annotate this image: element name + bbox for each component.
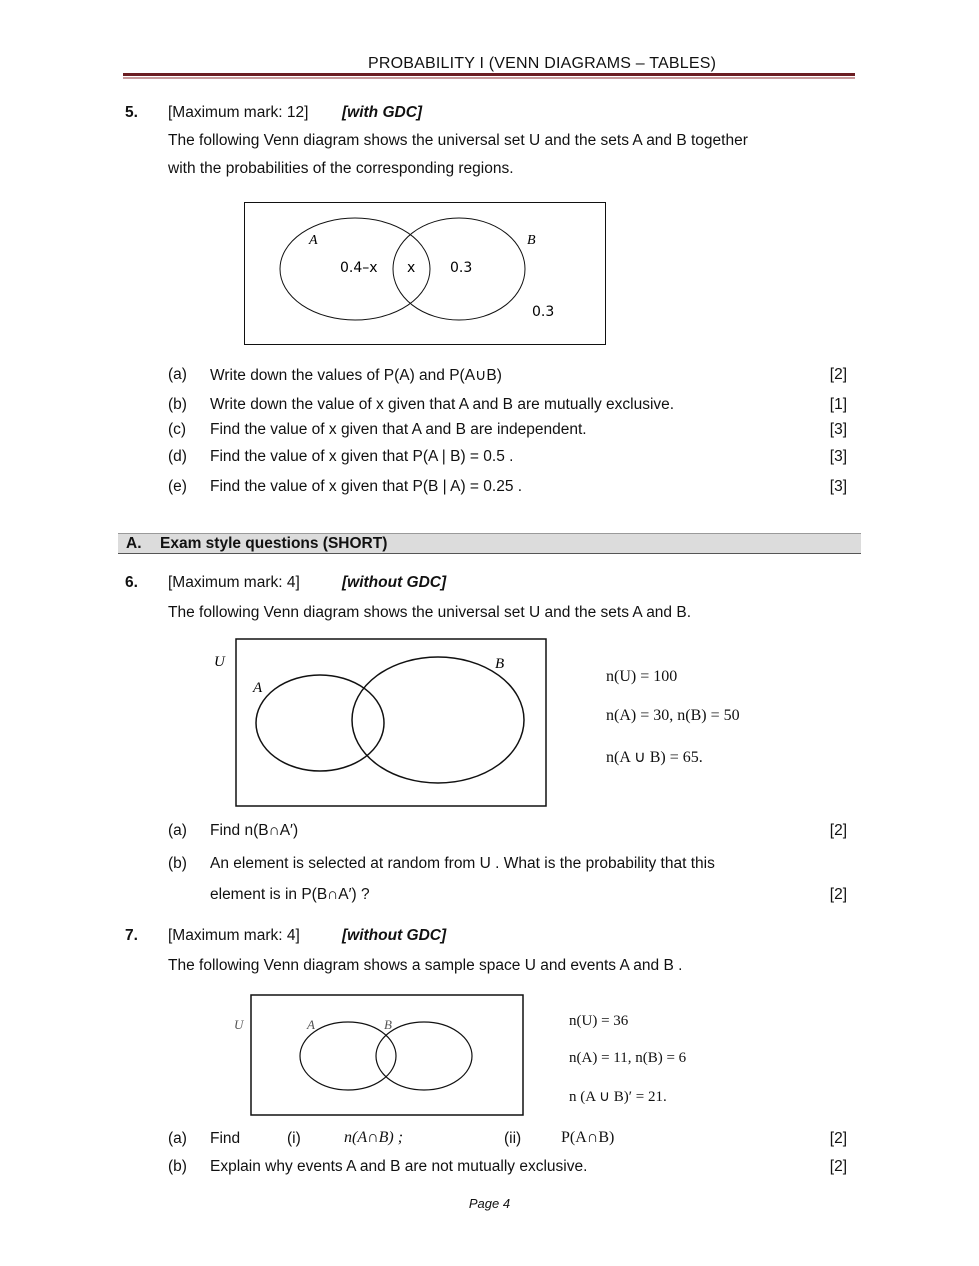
header-rule	[123, 73, 855, 76]
q6-venn-label-a: A	[253, 680, 263, 696]
q5d-marks: [3]	[829, 448, 847, 465]
q5e-text: Find the value of x given that P(B | A) = 0.25 .	[210, 478, 523, 495]
q5b-marks: [1]	[829, 396, 847, 413]
q6-gdc-note: [without GDC]	[342, 574, 447, 591]
q7b-label: (b)	[168, 1158, 187, 1175]
q5-region-a-only: 0.4–x	[340, 260, 378, 276]
q6a-marks: [2]	[829, 822, 847, 839]
q5c-label: (c)	[168, 421, 187, 438]
q7-number: 7.	[125, 927, 138, 944]
q6b-label: (b)	[168, 855, 187, 872]
q6-intro: The following Venn diagram shows the universal set U and the sets A and B.	[168, 604, 692, 621]
q7-fact-union-complement: n (A ∪ B)′ = 21.	[569, 1089, 667, 1105]
q7b-marks: [2]	[829, 1158, 847, 1175]
q6-venn-label-b: B	[495, 656, 505, 672]
section-letter: A.	[126, 535, 142, 552]
q5-gdc-note: [with GDC]	[342, 104, 423, 121]
q7-venn-diagram	[230, 994, 526, 1118]
page-number: Page 4	[468, 1196, 511, 1211]
q6a-text: Find n(B∩A′)	[210, 822, 299, 839]
q5-venn-diagram	[244, 202, 606, 345]
q5a-marks: [2]	[829, 366, 847, 383]
q7-fact-na-nb: n(A) = 11, n(B) = 6	[569, 1050, 687, 1066]
q5b-text: Write down the value of x given that A and B are mutually exclusive.	[210, 396, 675, 413]
q6-number: 6.	[125, 574, 138, 591]
q5-intro-line1: The following Venn diagram shows the universal set U and the sets A and B together	[168, 132, 748, 149]
q7a-ii-label: (ii)	[504, 1130, 522, 1147]
q6-venn-diagram	[206, 638, 550, 808]
q7-gdc-note: [without GDC]	[342, 927, 447, 944]
q5-universal-rect	[245, 203, 606, 345]
q5e-label: (e)	[168, 478, 187, 495]
q5-region-outside: 0.3	[532, 304, 555, 320]
q7-universal-rect	[251, 995, 523, 1115]
q5c-text: Find the value of x given that A and B are independent.	[210, 421, 587, 438]
q6-circle-a	[256, 675, 384, 771]
q5-region-intersection: x	[407, 260, 416, 276]
q7-max-mark: [Maximum mark: 4]	[168, 927, 300, 944]
header-rule-shadow	[123, 77, 855, 79]
q7-circle-b	[376, 1022, 472, 1090]
q6-venn-label-u: U	[214, 654, 225, 670]
section-heading-bar	[118, 533, 861, 554]
q6-max-mark: [Maximum mark: 4]	[168, 574, 300, 591]
q7-venn-label-u: U	[234, 1017, 244, 1032]
section-title: Exam style questions (SHORT)	[160, 535, 388, 552]
q6b-text: An element is selected at random from U . What is the probability that this	[210, 855, 715, 872]
q6a-label: (a)	[168, 822, 187, 839]
q7a-label: (a)	[168, 1130, 187, 1147]
q6b-marks: [2]	[829, 886, 847, 903]
q7a-marks: [2]	[829, 1130, 847, 1147]
q5d-label: (d)	[168, 448, 187, 465]
q5-venn-label-a: A	[309, 233, 318, 248]
q7-venn-label-b: B	[384, 1017, 392, 1032]
q5-max-mark: [Maximum mark: 12]	[168, 104, 309, 121]
q5c-marks: [3]	[829, 421, 847, 438]
q7-venn-label-a: A	[307, 1017, 315, 1032]
q5-intro-line2: with the probabilities of the corresponding regions.	[168, 160, 514, 177]
q7a-ii-text: P(A∩B)	[561, 1129, 615, 1146]
q5-region-b-only: 0.3	[450, 260, 473, 276]
q5d-text: Find the value of x given that P(A | B) = 0.5 .	[210, 448, 514, 465]
q7-circle-a	[300, 1022, 396, 1090]
q7a-i-text: n(A∩B) ;	[344, 1129, 404, 1146]
q6-circle-b	[352, 657, 524, 783]
q6-fact-union: n(A ∪ B) = 65.	[606, 749, 703, 766]
q6-fact-nu: n(U) = 100	[606, 668, 678, 685]
q6-fact-na-nb: n(A) = 30, n(B) = 50	[606, 707, 740, 724]
q7a-find: Find	[210, 1130, 241, 1147]
q7a-i-label: (i)	[287, 1130, 301, 1147]
page-header-title: PROBABILITY I (VENN DIAGRAMS – TABLES)	[368, 55, 717, 72]
q7b-text: Explain why events A and B are not mutually exclusive.	[210, 1158, 588, 1175]
q5b-label: (b)	[168, 396, 187, 413]
q5-venn-label-b: B	[527, 233, 536, 248]
q7-intro: The following Venn diagram shows a sample space U and events A and B .	[168, 957, 683, 974]
q7-fact-nu: n(U) = 36	[569, 1013, 629, 1029]
q5e-marks: [3]	[829, 478, 847, 495]
q5a-label: (a)	[168, 366, 187, 383]
q5a-text: Write down the values of P(A) and P(A∪B)	[210, 367, 502, 384]
q6b-text-cont: element is in P(B∩A′) ?	[210, 886, 370, 903]
q5-number: 5.	[125, 104, 138, 121]
